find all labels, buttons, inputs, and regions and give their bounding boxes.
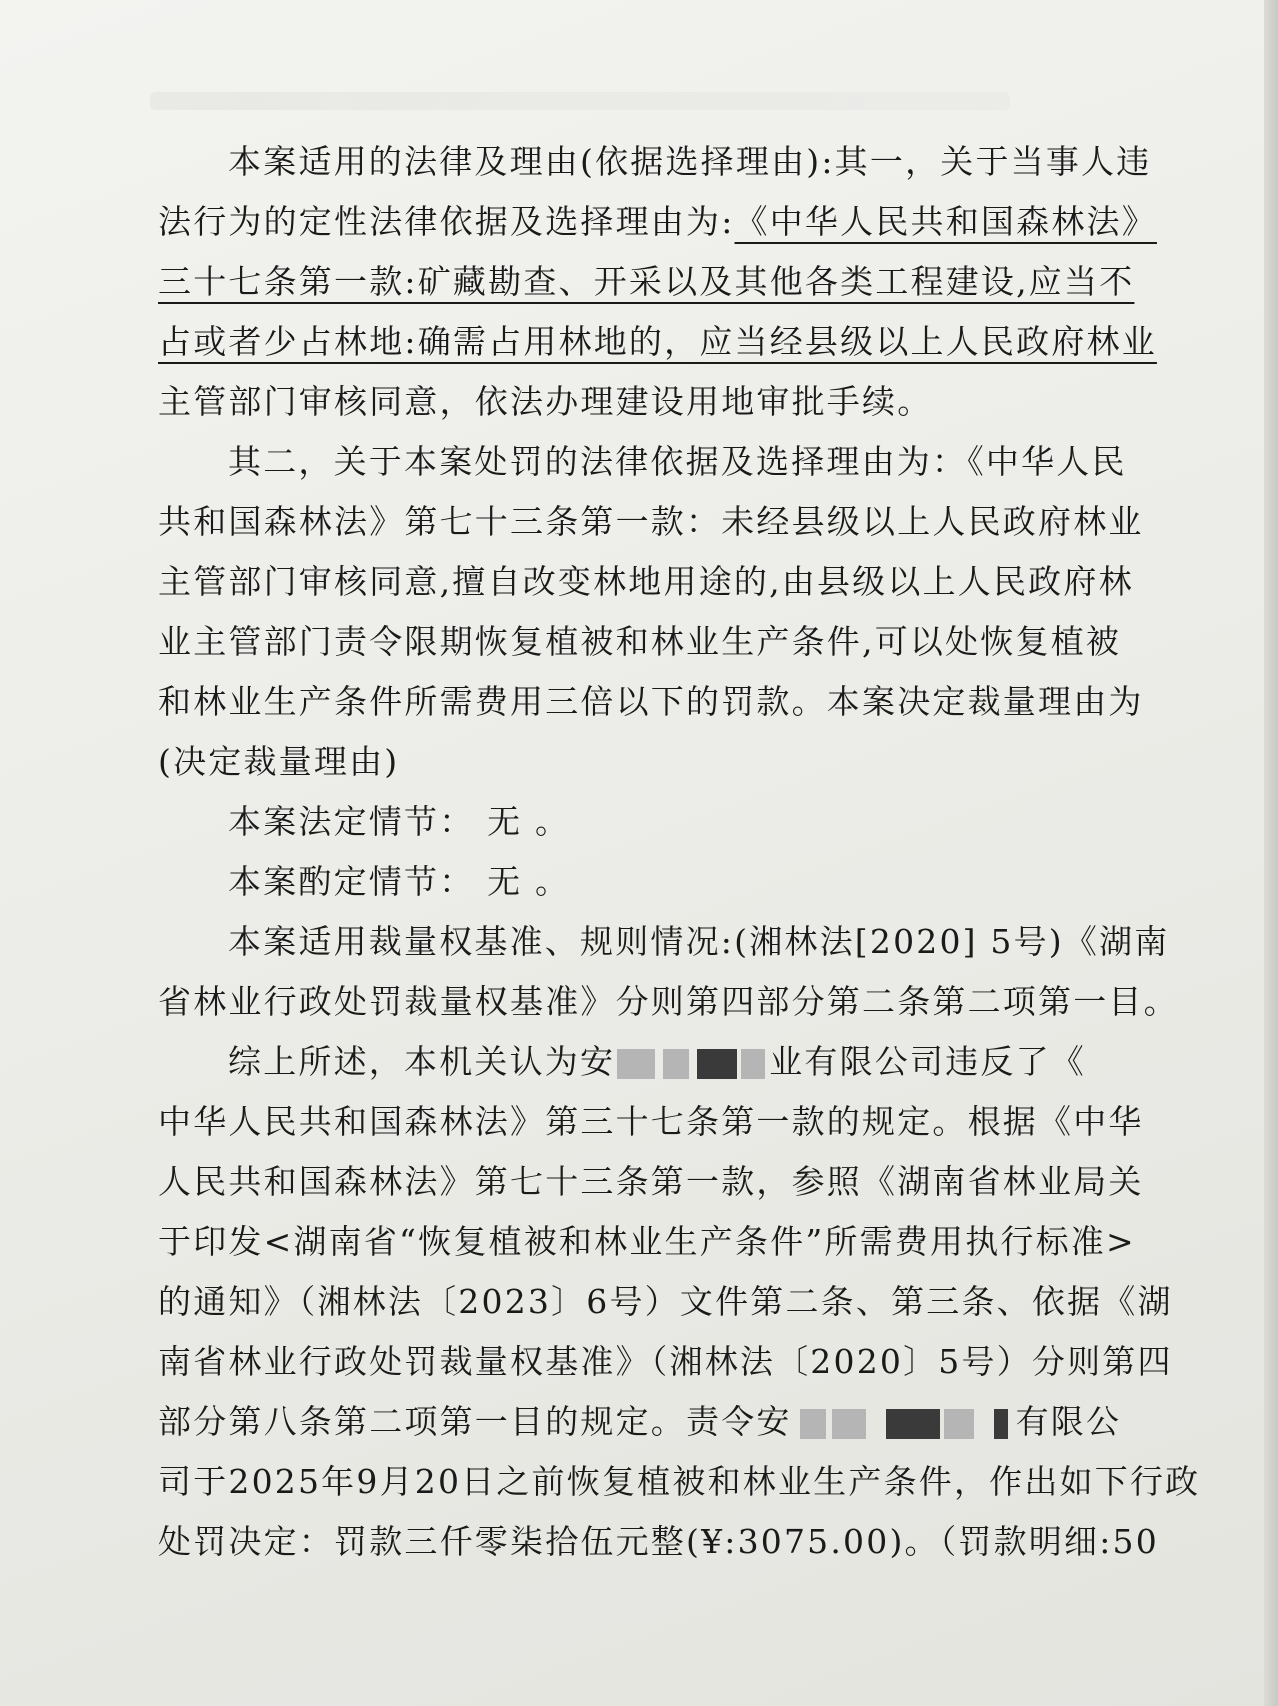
text-segment: 处罚决定：罚款三仟零柒拾伍元整(¥:3075.00)。（罚款明细:50 xyxy=(158,1522,1159,1561)
text-segment: 中华人民共和国森林法》第三十七条第一款的规定。根据《中华 xyxy=(158,1102,1144,1141)
text-line xyxy=(158,1032,1126,1092)
text-line xyxy=(158,792,1126,852)
text-segment: 有限公 xyxy=(1015,1402,1122,1441)
text-line xyxy=(158,1332,1173,1392)
text-segment: 本案适用的法律及理由(依据选择理由):其一，关于当事人违 xyxy=(228,142,1152,181)
text-line xyxy=(158,612,1126,672)
text-line xyxy=(158,1512,1159,1572)
text-segment: 主管部门审核同意，依法办理建设用地审批手续。 xyxy=(158,382,933,421)
underlined-text: 占或者少占林地:确需占用林地的，应当经县级以上人民政府林业 xyxy=(158,322,1157,361)
text-line xyxy=(158,1452,1201,1512)
text-line xyxy=(158,1392,1126,1452)
text-segment: 和林业生产条件所需费用三倍以下的罚款。本案决定裁量理由为 xyxy=(158,682,1144,721)
text-line xyxy=(158,192,1157,252)
text-line xyxy=(158,132,1152,192)
text-line xyxy=(158,1152,1144,1212)
text-segment: 人民共和国森林法》第七十三条第一款，参照《湖南省林业局关 xyxy=(158,1162,1144,1201)
text-line xyxy=(158,372,1126,432)
text-segment: 于印发<湖南省“恢复植被和林业生产条件”所需费用执行标准> xyxy=(158,1222,1136,1261)
text-segment: 主管部门审核同意,擅自改变林地用途的,由县级以上人民政府林 xyxy=(158,562,1134,601)
text-line xyxy=(158,492,1144,552)
text-segment: 省林业行政处罚裁量权基准》分则第四部分第二条第二项第一目。 xyxy=(158,982,1179,1021)
text-line xyxy=(158,912,1170,972)
underlined-text: 三十七条第一款:矿藏勘查、开采以及其他各类工程建设,应当不 xyxy=(158,262,1135,301)
text-line xyxy=(158,1272,1173,1332)
text-segment: 的通知》（湘林法〔2023〕6号）文件第二条、第三条、依据《湖 xyxy=(158,1282,1173,1321)
text-segment: 本案酌定情节： 无 。 xyxy=(228,862,571,901)
text-line xyxy=(158,432,1126,492)
redacted-text xyxy=(794,1409,1014,1439)
text-line xyxy=(158,852,1126,912)
text-line xyxy=(158,312,1157,372)
bleed-through-text xyxy=(150,92,1010,110)
text-segment: 本案法定情节： 无 。 xyxy=(228,802,571,841)
text-segment: 本案适用裁量权基准、规则情况:(湘林法[2020] 5号)《湖南 xyxy=(228,922,1170,961)
text-segment: 南省林业行政处罚裁量权基准》（湘林法〔2020〕5号）分则第四 xyxy=(158,1342,1173,1381)
text-segment: 业有限公司违反了《 xyxy=(769,1042,1087,1081)
text-line xyxy=(158,552,1134,612)
redacted-text xyxy=(617,1049,767,1079)
underlined-text: 《中华人民共和国森林法》 xyxy=(734,202,1157,241)
text-segment: 其二，关于本案处罚的法律依据及选择理由为：《中华人民 xyxy=(228,442,1127,481)
text-segment: 部分第八条第二项第一目的规定。责令安 xyxy=(158,1402,792,1441)
text-segment: 法行为的定性法律依据及选择理由为: xyxy=(158,202,735,241)
text-segment: 共和国森林法》第七十三条第一款：未经县级以上人民政府林业 xyxy=(158,502,1144,541)
text-line xyxy=(158,732,1126,792)
text-segment: 综上所述，本机关认为安 xyxy=(228,1042,616,1081)
text-line xyxy=(158,1212,1136,1272)
text-segment: 业主管部门责令限期恢复植被和林业生产条件,可以处恢复植被 xyxy=(158,622,1122,661)
text-line xyxy=(158,1092,1144,1152)
text-line xyxy=(158,252,1135,312)
text-segment: (决定裁量理由) xyxy=(158,742,400,781)
page-edge-shadow xyxy=(1264,0,1278,1706)
text-segment: 司于2025年9月20日之前恢复植被和林业生产条件，作出如下行政 xyxy=(158,1462,1201,1501)
text-line xyxy=(158,972,1179,1032)
text-line xyxy=(158,672,1144,732)
document-body xyxy=(158,132,1201,1572)
